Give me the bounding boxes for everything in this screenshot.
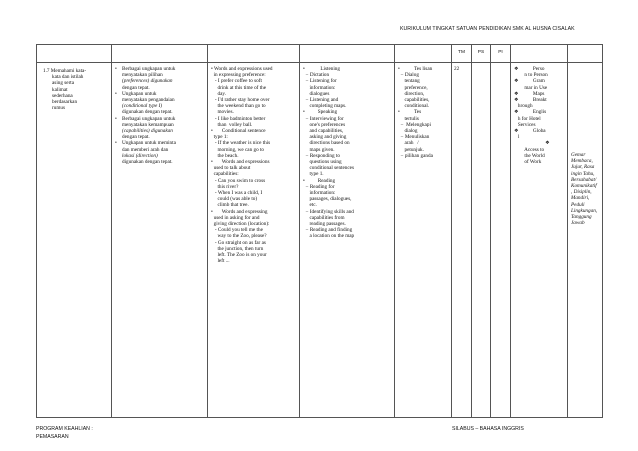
text-line: • Words and expressing bbox=[211, 208, 268, 215]
text-line: ❖ bbox=[514, 140, 550, 147]
competency-cell: 1.7 Memahami kata- kata dan istilah asing serta kalimat sederhana berdasarkan rumus bbox=[37, 63, 112, 418]
material-list bbox=[211, 66, 297, 265]
text-line: − Identifying skills and bbox=[303, 208, 354, 215]
document-header: KURIKULUM TINGKAT SATUAN PENDIDIKAN SMK AL HUSNA CISALAK bbox=[400, 26, 575, 32]
text-line: , Disiplin, bbox=[571, 189, 592, 196]
column-header-ps: PS bbox=[472, 45, 491, 63]
text-line: Mandiri, bbox=[571, 195, 590, 202]
text-line: one's preferences bbox=[303, 121, 346, 128]
text-line: mar in Use bbox=[514, 84, 548, 91]
text-line: • Tes bbox=[398, 109, 422, 116]
text-line: - When I was a child, I bbox=[211, 190, 263, 197]
text-line: − Melengkapi bbox=[398, 121, 431, 128]
text-line: giving direction (location): bbox=[211, 221, 270, 228]
text-line: conditional. bbox=[398, 103, 430, 110]
text-line: the beach. bbox=[211, 152, 239, 159]
list-item: • Berbagai ungkapan untuk menyatakan kemampuan (capabilities) digunakan dengan tepat. bbox=[115, 115, 176, 141]
table-row bbox=[37, 63, 603, 418]
text-line: ❖ Gram bbox=[514, 78, 545, 85]
text-line: Komunikatif bbox=[571, 183, 597, 190]
text-line: conditional sentences bbox=[303, 165, 354, 172]
text-line: capabilities from bbox=[303, 214, 345, 221]
text-line: passages, dialogues, bbox=[303, 196, 352, 203]
text-line: tentang bbox=[398, 78, 420, 85]
character-cell bbox=[568, 63, 603, 418]
text-line: Jujur, Rasa bbox=[571, 164, 595, 171]
text-line: Lingkungan, bbox=[571, 207, 598, 214]
list-item: • Berbagai ungkapan untuk menyatakan pilihan (preferences) digunakan dengan tepat. bbox=[115, 66, 176, 91]
character-list bbox=[571, 152, 600, 226]
resources-cell bbox=[511, 63, 568, 418]
text-line: − Dictation bbox=[303, 72, 330, 79]
text-line: this river? bbox=[211, 183, 239, 190]
text-line: - I prefer coffee to soft bbox=[211, 78, 262, 85]
text-line: the World bbox=[514, 152, 545, 159]
text-line: Gemar bbox=[571, 152, 586, 158]
text-line: day. bbox=[211, 90, 226, 97]
text-line: questions using bbox=[303, 159, 342, 166]
text-line: − Dialog bbox=[398, 72, 419, 79]
text-line: Tanggung bbox=[571, 214, 592, 221]
text-line: etc. bbox=[303, 202, 317, 209]
text-line: the junction, then turn bbox=[211, 245, 264, 252]
text-line: − Reading and finding bbox=[303, 227, 353, 234]
text-line: - If the weather is nice this bbox=[211, 140, 271, 147]
text-line: used in asking for and bbox=[211, 214, 260, 221]
text-line: of Work bbox=[514, 159, 542, 166]
text-line: Jawab bbox=[571, 220, 585, 227]
text-line: directions based on bbox=[303, 140, 350, 147]
text-line: • Speaking bbox=[303, 109, 338, 116]
syllabus-table bbox=[36, 44, 603, 418]
column-header-tm: TM bbox=[452, 45, 472, 63]
list-item: • Ungkapan untuk menyatakan pengandaian (conditional type I) digunakan dengan tepat. bbox=[115, 90, 175, 116]
text-line: capabilities, bbox=[398, 97, 430, 104]
text-line: the weekend than go to bbox=[211, 103, 266, 110]
assessment-list bbox=[398, 66, 449, 159]
text-line: - Go straight on as far as bbox=[211, 239, 266, 246]
text-line: • Words and expressions used bbox=[211, 66, 273, 72]
text-line: ❖ Breakt bbox=[514, 97, 547, 104]
text-line: Services bbox=[514, 121, 536, 128]
list-item: • Ungkapan untuk meminta dan memberi arah dan lokasi (direction) digunakan dengan tepat. bbox=[115, 140, 176, 166]
text-line: • Conditional sentence bbox=[211, 128, 266, 135]
text-line: left. The Zoo is on your bbox=[211, 252, 267, 259]
footer-subject: SILABUS – BAHASA INGGRIS bbox=[452, 426, 524, 432]
activities-list bbox=[303, 66, 392, 240]
text-line: capabilities: bbox=[211, 171, 239, 178]
text-line: n to Person bbox=[514, 72, 548, 79]
text-line: movies. bbox=[211, 109, 234, 116]
text-line: Bersahabat/ bbox=[571, 176, 597, 183]
text-line: • Tes lisan bbox=[398, 66, 433, 72]
text-line: Access to bbox=[514, 146, 545, 153]
text-line: ❖ Perso bbox=[514, 66, 545, 72]
text-line: dialogues bbox=[303, 90, 330, 97]
text-line: could (was able to) bbox=[211, 196, 258, 203]
text-line: reading passages. bbox=[303, 221, 346, 228]
text-line: − Menuliskan bbox=[398, 134, 430, 141]
resources-list bbox=[514, 66, 565, 165]
column-header-pi: PI bbox=[491, 45, 511, 63]
text-line: left ... bbox=[211, 258, 230, 265]
text-line: and capabilities, bbox=[303, 128, 344, 135]
text-line: l bbox=[514, 134, 520, 141]
text-line: asking and giving bbox=[303, 134, 347, 141]
text-line: dialog bbox=[398, 128, 418, 135]
text-line: than volley ball. bbox=[211, 121, 253, 128]
text-line: drink at this time of the bbox=[211, 84, 267, 91]
text-line: way to the Zoo, please? bbox=[211, 233, 267, 240]
text-line: ❖ Maps bbox=[514, 90, 545, 97]
text-line: • Words and expressions bbox=[211, 159, 270, 166]
text-line: tertulis bbox=[398, 115, 419, 122]
text-line: in expressing preference: bbox=[211, 72, 266, 79]
indicator-cell bbox=[112, 63, 208, 418]
text-line: − Interviewing for bbox=[303, 115, 344, 122]
text-line: - Could you tell me the bbox=[211, 227, 263, 234]
ps-cell bbox=[472, 63, 491, 418]
text-line: information: bbox=[303, 84, 336, 91]
text-line: Membaca, bbox=[571, 158, 593, 165]
tm-value: 22 bbox=[452, 63, 472, 418]
text-line: arah / bbox=[398, 140, 419, 147]
text-line: type 1: bbox=[211, 134, 228, 141]
text-line: ingin Tahu, bbox=[571, 170, 595, 177]
text-line: − pilihan ganda bbox=[398, 152, 433, 159]
text-line: petunjuk. bbox=[398, 146, 424, 153]
text-line: ❖ Englis bbox=[514, 109, 547, 116]
text-line: preference, bbox=[398, 84, 428, 91]
text-line: morning, we can go to bbox=[211, 146, 265, 153]
text-line: used to talk about bbox=[211, 165, 251, 172]
text-line: Peduli bbox=[571, 201, 585, 208]
table-header-row bbox=[37, 45, 603, 63]
text-line: − Listening and bbox=[303, 97, 339, 104]
text-line: - Can you swim to cross bbox=[211, 177, 266, 184]
footer-program bbox=[36, 426, 93, 441]
footer-program-value: PEMASARAN bbox=[36, 433, 69, 440]
text-line: - I'd rather stay home over bbox=[211, 97, 270, 104]
text-line: climb that tree. bbox=[211, 202, 249, 209]
text-line: information: bbox=[303, 190, 336, 197]
text-line: hrough bbox=[514, 103, 533, 110]
material-cell bbox=[208, 63, 300, 418]
pi-cell bbox=[491, 63, 511, 418]
assessment-cell bbox=[395, 63, 452, 418]
footer-program-label: PROGRAM KEAHLIAN : bbox=[36, 426, 93, 432]
text-line: ❖ Globa bbox=[514, 128, 546, 135]
text-line: completing maps. bbox=[303, 103, 347, 110]
text-line: type 1. bbox=[303, 171, 324, 178]
text-line: • Listening bbox=[303, 66, 340, 72]
text-line: h for Hotel bbox=[514, 115, 541, 122]
text-line: • Reading bbox=[303, 177, 336, 184]
text-line: - I like badminton better bbox=[211, 115, 266, 122]
text-line: maps given. bbox=[303, 146, 335, 153]
text-line: − Responding to bbox=[303, 152, 340, 159]
text-line: direction, bbox=[398, 90, 425, 97]
text-line: − Reading for bbox=[303, 183, 335, 190]
text-line: − Listening for bbox=[303, 78, 337, 85]
text-line: a location on the map bbox=[303, 233, 355, 240]
activities-cell bbox=[300, 63, 395, 418]
